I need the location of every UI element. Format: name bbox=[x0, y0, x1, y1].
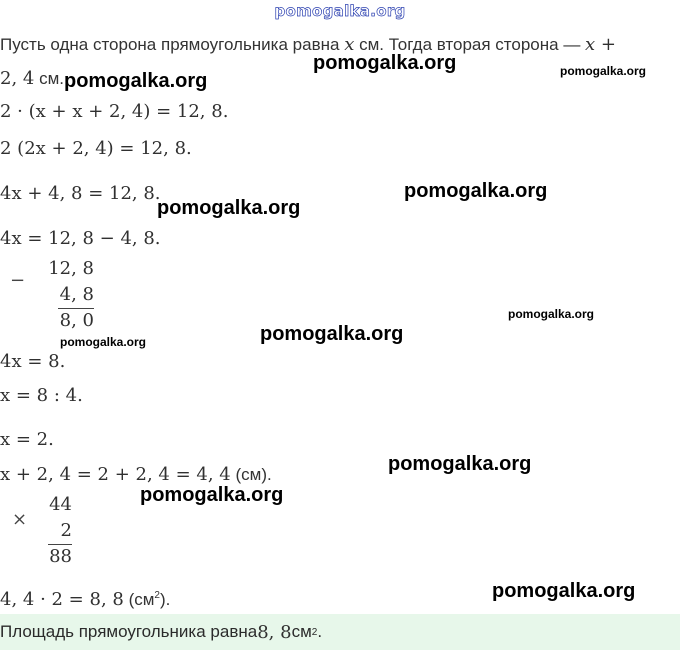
site-logo[interactable]: pomogalka.org bbox=[274, 2, 406, 20]
subtraction-rule bbox=[58, 308, 94, 309]
watermark: pomogalka.org bbox=[492, 580, 636, 602]
subtraction-operator: − bbox=[10, 270, 26, 291]
watermark: pomogalka.org bbox=[157, 197, 301, 219]
watermark: pomogalka.org bbox=[140, 484, 284, 506]
answer-sup: 2 bbox=[311, 626, 318, 638]
equation-8-expr: x + 2, 4 = 2 + 2, 4 = 4, 4 bbox=[0, 464, 231, 485]
watermark: pomogalka.org bbox=[313, 52, 457, 74]
intro-line2-expr: 2, 4 bbox=[0, 68, 35, 89]
watermark: pomogalka.org bbox=[260, 323, 404, 345]
equation-3: 4x + 4, 8 = 12, 8. bbox=[0, 183, 161, 204]
intro-text-part1: Пусть одна сторона прямоугольника равна bbox=[0, 35, 345, 54]
equation-6: x = 8 : 4. bbox=[0, 385, 83, 406]
subtraction-subtrahend: 4, 8 bbox=[59, 284, 94, 305]
equation-8 bbox=[0, 464, 272, 485]
intro-text-part2: см. Тогда вторая сторона — bbox=[354, 35, 586, 54]
equation-5: 4x = 8. bbox=[0, 351, 66, 372]
watermark: pomogalka.org bbox=[60, 335, 147, 349]
watermark: pomogalka.org bbox=[508, 307, 595, 321]
answer-text: Площадь прямоугольника равна bbox=[0, 622, 258, 641]
equation-9 bbox=[0, 589, 170, 610]
watermark: pomogalka.org bbox=[388, 453, 532, 475]
multiplication-multiplier: 2 bbox=[60, 520, 72, 541]
watermark: pomogalka.org bbox=[560, 64, 647, 78]
answer-box bbox=[0, 614, 680, 650]
intro-line-2 bbox=[0, 68, 64, 89]
multiplication-rule bbox=[48, 544, 72, 545]
watermark: pomogalka.org bbox=[404, 180, 548, 202]
intro-line-1 bbox=[0, 34, 616, 55]
intro-var-x: x bbox=[344, 34, 355, 55]
multiplication-multiplicand: 44 bbox=[49, 494, 72, 515]
answer-end: . bbox=[317, 622, 323, 641]
answer-unit: см bbox=[291, 622, 312, 641]
equation-7: x = 2. bbox=[0, 429, 54, 450]
equation-8-unit: (см). bbox=[230, 465, 272, 484]
intro-line2-unit: см. bbox=[34, 69, 64, 88]
equation-9-unit: $(см^2)$. bbox=[123, 590, 171, 609]
answer-value: 8, 8 bbox=[257, 621, 292, 643]
equation-1: 2 · (x + x + 2, 4) = 12, 8. bbox=[0, 101, 229, 122]
equation-4: 4x = 12, 8 − 4, 8. bbox=[0, 228, 161, 249]
equation-9-expr: 4, 4 · 2 = 8, 8 bbox=[0, 589, 124, 610]
equation-2: 2 (2x + 2, 4) = 12, 8. bbox=[0, 138, 192, 159]
multiplication-result: 88 bbox=[49, 546, 72, 567]
multiplication-operator: × bbox=[12, 509, 28, 530]
intro-expr-tail: x + bbox=[585, 34, 617, 55]
watermark: pomogalka.org bbox=[64, 70, 208, 92]
subtraction-result: 8, 0 bbox=[59, 310, 94, 331]
subtraction-minuend: 12, 8 bbox=[48, 258, 94, 279]
